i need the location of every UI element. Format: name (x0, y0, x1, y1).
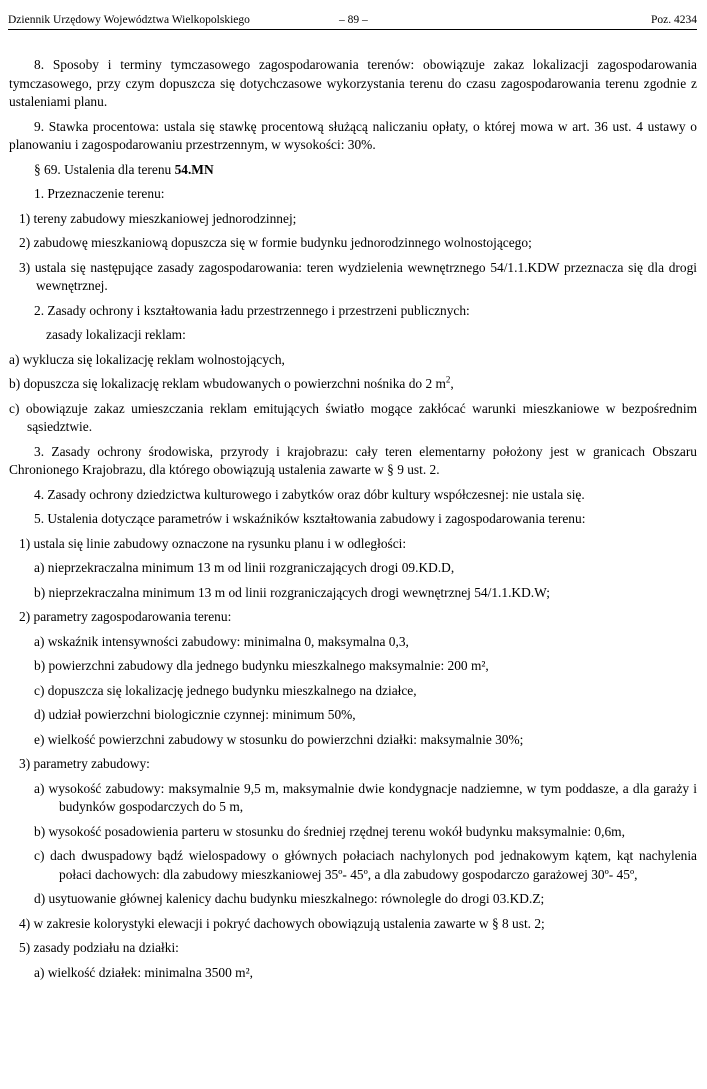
s5-item-1: 1) ustala się linie zabudowy oznaczone na rysunku planu i w odległości: (19, 535, 407, 551)
s5-item-5a: a) wielkość działek: minimalna 3500 m², (34, 964, 253, 980)
s5-item-3: 3) parametry zabudowy: (19, 756, 150, 771)
position-number: Poz. 4234 (651, 14, 697, 26)
paragraph-s3: 3. Zasady ochrony środowiska, przyrody i krajobrazu: cały teren elementarny położony jest w granicach Obszaru Chronionego Krajobrazu, dla którego obowiązują ustalenia zawarte w § 9 ust. 2. (9, 443, 697, 477)
s2-item-a: a) wyklucza się lokalizację reklam wolnostojących, (9, 351, 285, 367)
s5-item-1b: b) nieprzekraczalna minimum 13 m od linii rozgraniczających drogi wewnętrznej 54/1.1.KD.W; (34, 584, 550, 600)
paragraph-8: 8. Sposoby i terminy tymczasowego zagospodarowania terenów: obowiązuje zakaz lokalizacji zagospodarowania tymczasowego, przy czym dopuszcza się dotychczasowe wykorzystania terenu do czasu zagospodarowania terenu zgodnie z ustaleniami planu. (9, 57, 697, 109)
s5-item-3b: b) wysokość posadowienia parteru w stosunku do średniej rzędnej terenu wokół budynku maksymalnie: 0,6m, (34, 823, 625, 839)
s2-item-b-end: , (450, 376, 454, 391)
page-number: – 89 – (339, 14, 368, 26)
s2-subtitle: zasady lokalizacji reklam: (46, 327, 186, 342)
journal-title: Dziennik Urzędowy Województwa Wielkopolskiego (8, 14, 250, 26)
s5-item-2d: d) udział powierzchni biologicznie czynnej: minimum 50%, (34, 707, 356, 722)
paragraph-9: 9. Stawka procentowa: ustala się stawkę procentową służącą naliczaniu opłaty, o której mowa w art. 36 ust. 4 ustawy o planowaniu i zagospodarowaniu przestrzennym, w wysokości: 30%. (9, 118, 697, 152)
s5-item-4: 4) w zakresie kolorystyki elewacji i pokryć dachowych obowiązują ustalenia zawarte w § 8 ust. 2; (19, 915, 545, 931)
s2-item-b-text: b) dopuszcza się lokalizację reklam wbudowanych o powierzchni nośnika do 2 m (9, 376, 446, 391)
s5-item-2e: e) wielkość powierzchni zabudowy w stosunku do powierzchni działki: maksymalnie 30%; (34, 731, 524, 747)
s2-item-b (9, 375, 697, 394)
s5-item-3a: a) wysokość zabudowy: maksymalnie 9,5 m, maksymalnie dwie kondygnacje nadziemne, w tym poddasze, a dla garaży i budynków gospodarczych do 5 m, (34, 780, 697, 814)
s5-item-1a: a) nieprzekraczalna minimum 13 m od linii rozgraniczających drogi 09.KD.D, (34, 560, 455, 575)
s5-item-2c: c) dopuszcza się lokalizację jednego budynku mieszkalnego na działce, (34, 682, 417, 698)
s1-item-1: 1) tereny zabudowy mieszkaniowej jednorodzinnej; (19, 210, 297, 226)
paragraph-s5: 5. Ustalenia dotyczące parametrów i wskaźników kształtowania zabudowy i zagospodarowania terenu: (34, 511, 586, 526)
section-code: 54.MN (174, 161, 214, 177)
section-heading (9, 161, 697, 180)
s1-title: 1. Przeznaczenie terenu: (34, 186, 165, 201)
s2-title: 2. Zasady ochrony i kształtowania ładu przestrzennego i przestrzeni publicznych: (34, 302, 470, 318)
paragraph-s4: 4. Zasady ochrony dziedzictwa kulturowego i zabytków oraz dóbr kultury współczesnej: nie ustala się. (34, 486, 585, 502)
s5-item-2b: b) powierzchni zabudowy dla jednego budynku mieszkalnego maksymalnie: 200 m², (34, 658, 489, 673)
s5-item-2a: a) wskaźnik intensywności zabudowy: minimalna 0, maksymalna 0,3, (34, 633, 409, 649)
s1-item-2: 2) zabudowę mieszkaniową dopuszcza się w formie budynku jednorodzinnego wolnostojącego; (19, 235, 532, 250)
document-body (9, 56, 697, 988)
section-prefix: § 69. Ustalenia dla terenu (34, 161, 175, 177)
s5-item-3c: c) dach dwuspadowy bądź wielospadowy o głównych połaciach nachylonych pod jednakowym kątem, kąt nachylenia połaci dachowych: dla zabudowy mieszkaniowej 35º- 45º, a dla zabudowy gospodarczo garażowej 30º- 45º, (34, 848, 697, 882)
s5-item-3d: d) usytuowanie głównej kalenicy dachu budynku mieszkalnego: równolegle do drogi 03.KD.Z; (34, 891, 545, 906)
s1-item-3: 3) ustala się następujące zasady zagospodarowania: teren wydzielenia wewnętrznego 54/1.1.KDW przeznacza się dla drogi wewnętrznej. (19, 259, 697, 293)
s2-item-c: c) obowiązuje zakaz umieszczania reklam emitujących światło mogące zakłócać warunki mieszkaniowe w bezpośrednim sąsiedztwie. (9, 400, 697, 434)
page-header (8, 11, 697, 30)
s2-item-b-sup: 2 (445, 374, 451, 385)
s5-item-5: 5) zasady podziału na działki: (19, 940, 179, 955)
s5-item-2: 2) parametry zagospodarowania terenu: (19, 609, 232, 624)
